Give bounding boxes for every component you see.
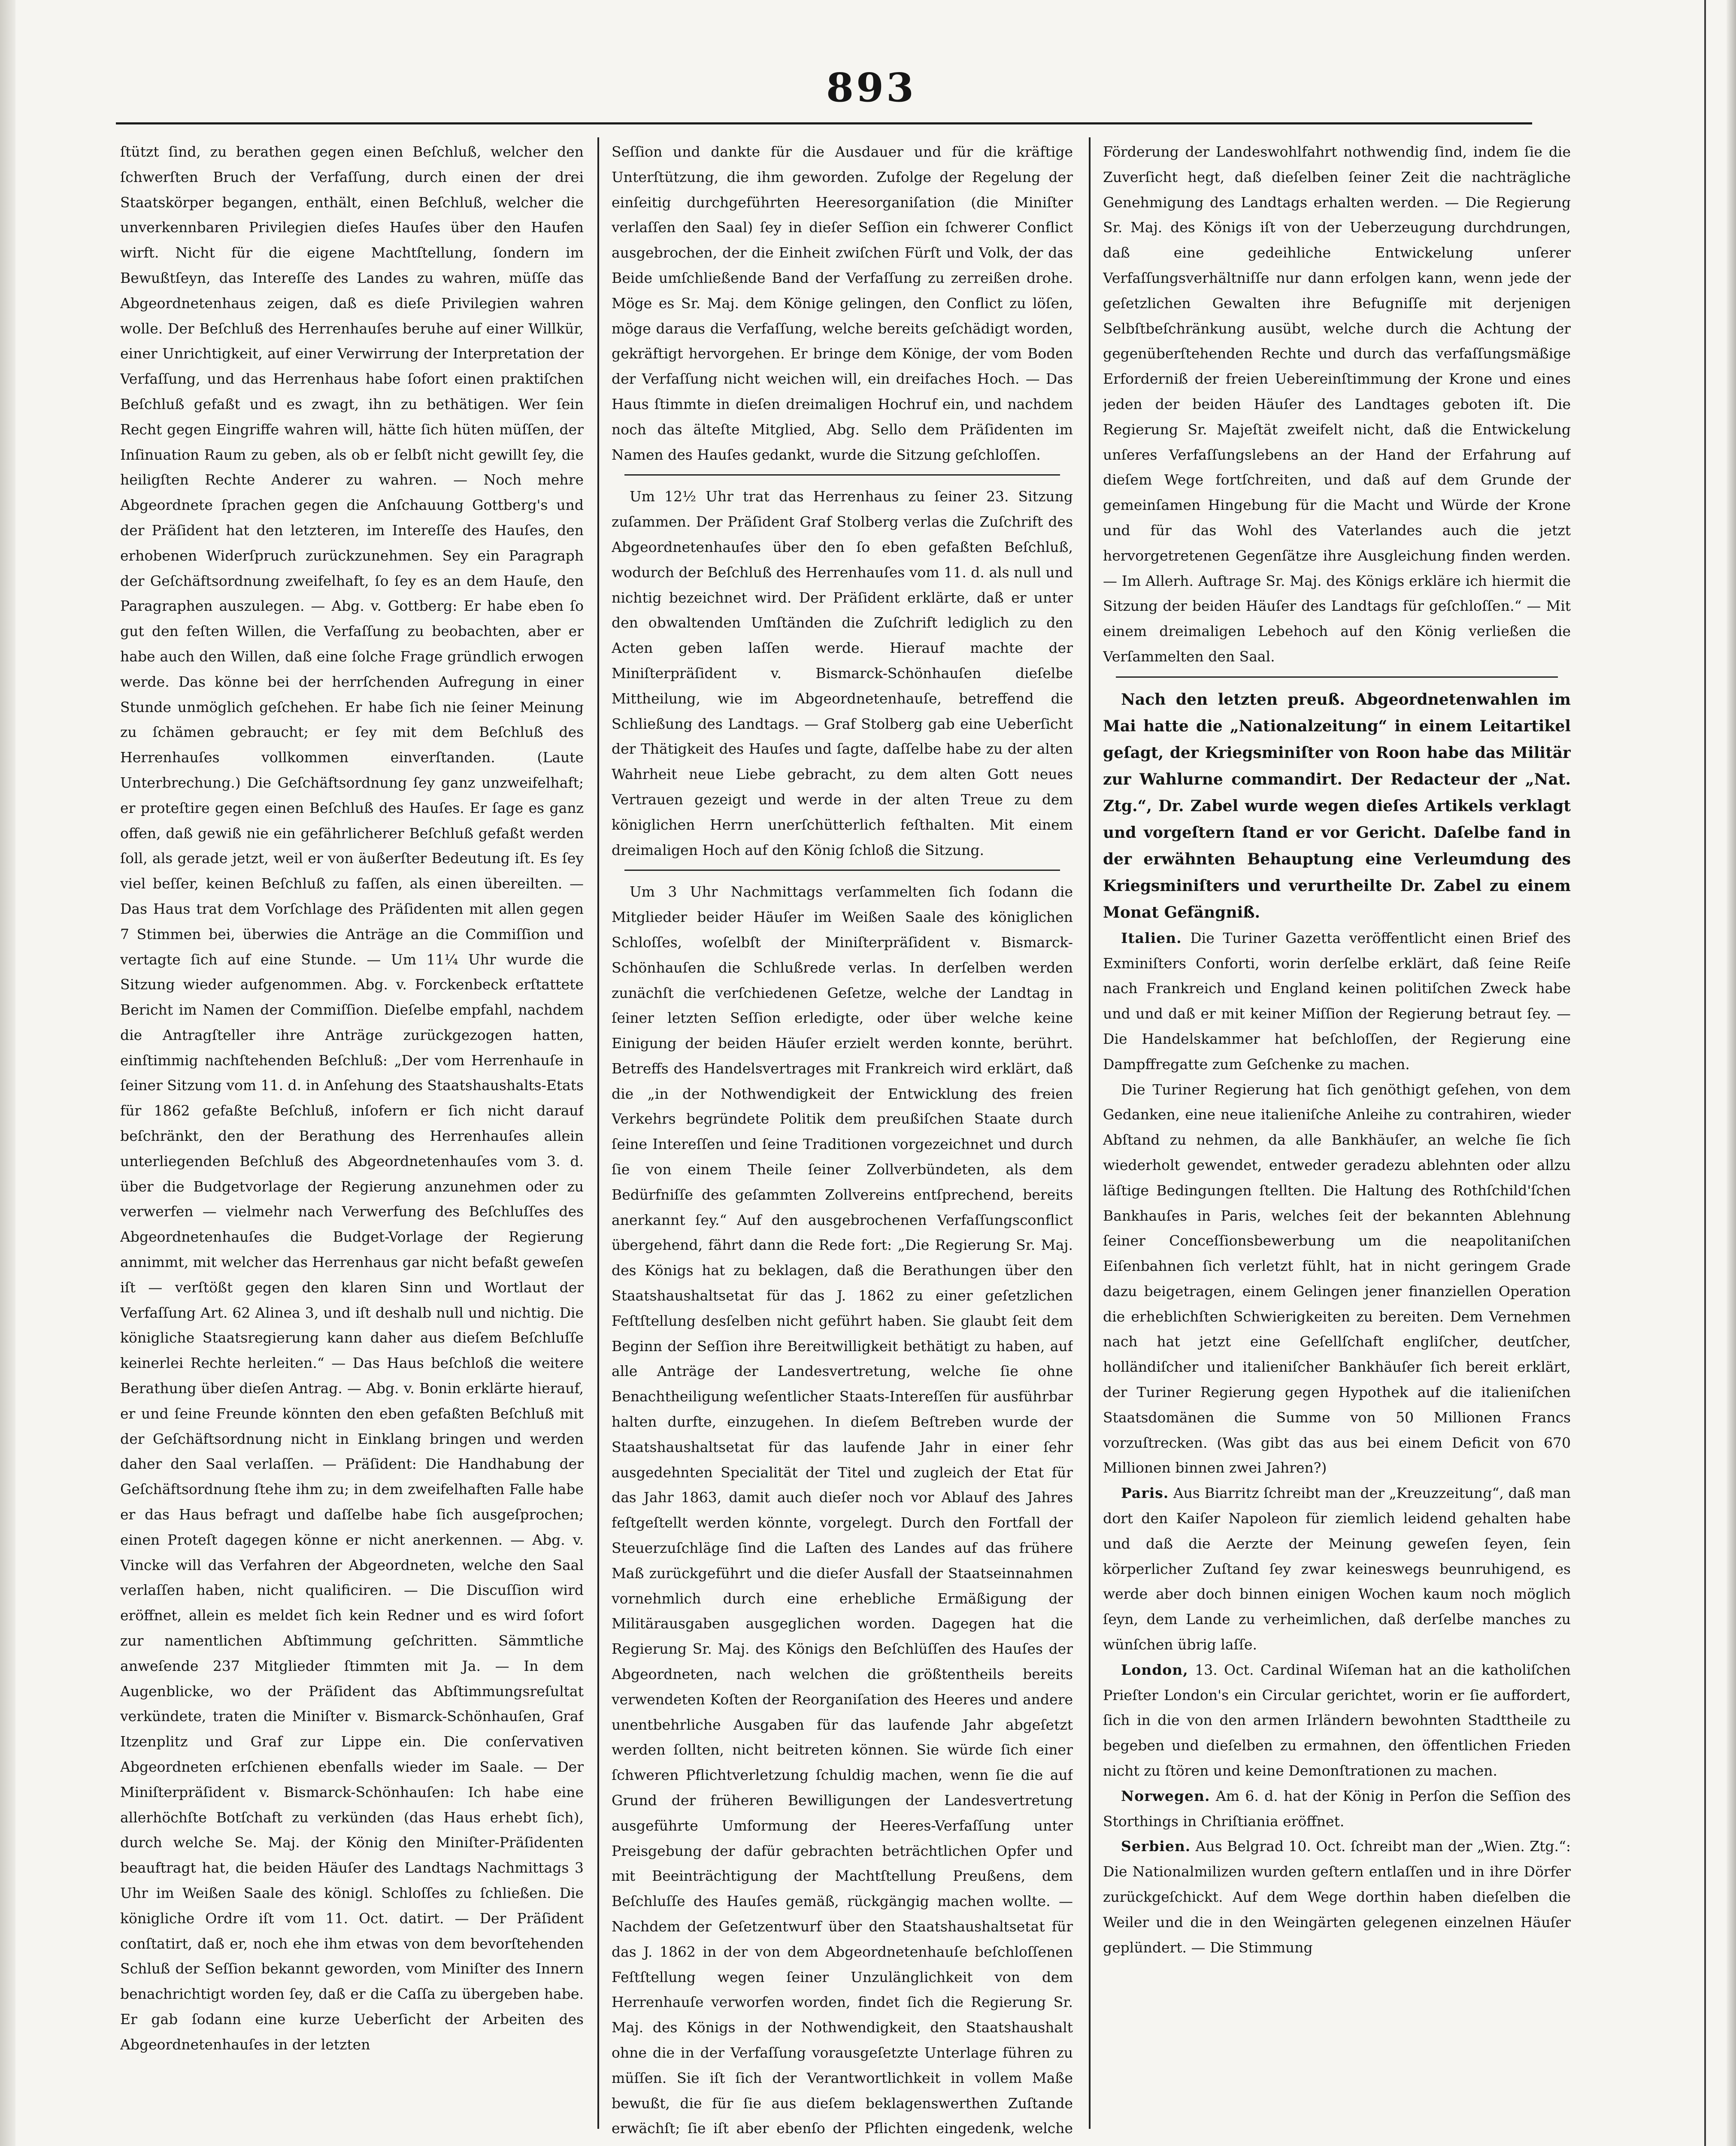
col3-paragraph-2: Nach den letzten preuß. Abgeordnetenwahlen im Mai hatte die „Nationalzeitung“ in einem Leitartikel geſagt, der Kriegsminiſter von Roon habe das Militär zur Wahlurne commandirt. Der Redacteur der „Nat. Ztg.“, Dr. Zabel wurde wegen dieſes Artikels verklagt und vorgeſtern ſtand er vor Gericht. Daſelbe fand in der erwähnten Behauptung eine Verleumdung des Kriegsminiſters und verurtheilte Dr. Zabel zu einem Monat Gefängniß.: [1103, 690, 1571, 921]
column-3: [1103, 139, 1571, 2146]
col3-paragraph-4: Die Turiner Regierung hat ſich genöthigt geſehen, von dem Gedanken, eine neue italieniſche Anleihe zu contrahiren, wieder Abſtand zu nehmen, da alle Bankhäuſer, an welche ſie ſich wiederholt gewendet, entweder geradezu ablehnten oder allzu läſtige Bedingungen ſtellten. Die Haltung des Rothſchild'ſchen Bankhauſes in Paris, welches ſeit der bekannten Ablehnung ſeiner Conceſſionsbewerbung um die neapolitaniſchen Eiſenbahnen ſich verletzt fühlt, hat in nicht geringem Grade dazu beigetragen, einem Gelingen jener finanziellen Operation die erheblichſten Schwierigkeiten zu bereiten. Dem Vernehmen nach hat jetzt eine Geſellſchaft engliſcher, deutſcher, holländiſcher und italieniſcher Bankhäuſer ſich bereit erklärt, der Turiner Regierung gegen Hypothek auf die italieniſchen Staatsdomänen die Summe von 50 Millionen Francs vorzuſtrecken. (Was gibt das aus bei einem Deficit von 670 Millionen binnen zwei Jahren?): [1103, 1081, 1571, 1476]
header-rule: [116, 122, 1532, 124]
place-heading: Italien.: [1121, 929, 1182, 946]
place-heading: Norwegen.: [1121, 1787, 1210, 1804]
column-rule-2: [1089, 137, 1091, 2129]
section-rule: [624, 474, 1060, 476]
page-edge-shadow: [1727, 0, 1736, 2146]
place-heading: Serbien.: [1121, 1838, 1191, 1855]
col3-paragraph-8: Aus Belgrad 10. Oct. ſchreibt man der „Wien. Ztg.“: Die Nationalmilizen wurden geſtern entlaſſen und in ihre Dörfer zurückgeſchickt. Auf dem Wege dorthin haben dieſelben die Weiler und die in den Weingärten gelegenen einzelnen Häuſer geplündert. — Die Stimmung: [1103, 1838, 1571, 1956]
section-rule: [1116, 676, 1558, 678]
page-number: 893: [826, 64, 917, 111]
col3-paragraph-7: Am 6. d. hat der König in Perſon die Seſſion des Storthings in Chriſtiania eröffnet.: [1103, 1787, 1571, 1830]
section-rule: [624, 870, 1060, 871]
column-1: [120, 139, 584, 2146]
column-rule-1: [597, 137, 599, 2129]
col3-paragraph-3: Die Turiner Gazetta veröffentlicht einen Brief des Exminiſters Conforti, worin derſelbe erklärt, daß ſeine Reiſe nach Frankreich und England keinen politiſchen Zweck habe und und daß er mit keiner Miſſion der Regierung betraut ſey. — Die Handelskammer hat beſchloſſen, der Regierung eine Dampffregatte zum Geſchenke zu machen.: [1103, 929, 1571, 1073]
binding-gutter: [0, 0, 15, 2146]
place-heading: London,: [1121, 1661, 1188, 1678]
col2-paragraph-3: Um 3 Uhr Nachmittags verſammelten ſich ſodann die Mitglieder beider Häuſer im Weißen Saale des königlichen Schloſſes, woſelbſt der Miniſterpräſident v. Bismarck-Schönhauſen die Schlußrede verlas. In derſelben werden zunächſt die verſchiedenen Geſetze, welche der Landtag in ſeiner letzten Seſſion erledigte, oder über welche keine Einigung der beiden Häuſer erzielt werden konnte, berührt. Betreffs des Handelsvertrages mit Frankreich wird erklärt, daß die „in der Nothwendigkeit der Entwicklung des freien Verkehrs begründete Politik dem preußiſchen Staate durch ſeine Intereſſen und ſeine Traditionen vorgezeichnet und durch ſie von einem Theile ſeiner Zollverbündeten, als dem Bedürfniſſe des geſammten Zollvereins entſprechend, bereits anerkannt ſey.“ Auf den ausgebrochenen Verfaſſungsconflict übergehend, fährt dann die Rede fort: „Die Regierung Sr. Maj. des Königs hat zu beklagen, daß die Berathungen über den Staatshaushaltsetat für das J. 1862 zu einer geſetzlichen Feſtſtellung desſelben nicht geführt haben. Sie glaubt ſeit dem Beginn der Seſſion ihre Bereitwilligkeit bethätigt zu haben, auf alle Anträge der Landesvertretung, welche ſie ohne Benachtheiligung weſentlicher Staats-Intereſſen für ausführbar halten durfte, einzugehen. In dieſem Beſtreben wurde der Staatshaushaltsetat für das laufende Jahr in einer ſehr ausgedehnten Specialität der Titel und zugleich der Etat für das Jahr 1863, damit auch dieſer noch vor Ablauf des Jahres feſtgeſtellt werden könnte, vorgelegt. Durch den Fortfall der Steuerzuſchläge ſind die Laſten des Landes auf das frühere Maß zurückgeführt und die dieſer Ausfall der Staatseinnahmen vornehmlich durch eine erhebliche Ermäßigung der Militärausgaben ausgeglichen worden. Dagegen hat die Regierung Sr. Maj. des Königs den Beſchlüſſen des Hauſes der Abgeordneten, nach welchen die größtentheils bereits verwendeten Koſten der Reorganiſation des Heeres und andere unentbehrliche Ausgaben für das laufende Jahr abgeſetzt werden ſollten, nicht beitreten können. Sie würde ſich einer ſchweren Pflichtverletzung ſchuldig machen, wenn ſie die auf Grund der früheren Bewilligungen der Landesvertretung ausgeführte Umformung der Heeres-Verfaſſung unter Preisgebung der dafür gebrachten beträchtlichen Opfer und mit Beeinträchtigung der Machtſtellung Preußens, dem Beſchluſſe des Hauſes gemäß, rückgängig machen wollte. — Nachdem der Geſetzentwurf über den Staatshaushaltsetat für das J. 1862 in der von dem Abgeordnetenhauſe beſchloſſenen Feſtſtellung wegen ſeiner Unzulänglichkeit von dem Herrenhauſe verworfen worden, findet ſich die Regierung Sr. Maj. des Königs in der Nothwendigkeit, den Staatshaushalt ohne die in der Verfaſſung vorausgeſetzte Unterlage führen zu müſſen. Sie iſt ſich der Verantwortlichkeit in vollem Maße bewußt, die für ſie aus dieſem beklagenswerthen Zuſtande erwächſt; ſie iſt aber ebenſo der Pflichten eingedenk, welche: [612, 883, 1073, 2137]
col2-paragraph-2: Um 12½ Uhr trat das Herrenhaus zu ſeiner 23. Sitzung zuſammen. Der Präſident Graf Stolberg verlas die Zuſchrift des Abgeordnetenhauſes über den ſo eben gefaßten Beſchluß, wodurch der Beſchluß des Herrenhauſes vom 11. d. als null und nichtig bezeichnet wird. Der Präſident erklärte, daß er unter den obwaltenden Umſtänden die Zuſchrift lediglich zu den Acten geben laſſen werde. Hierauf machte der Miniſterpräſident v. Bismarck-Schönhauſen dieſelbe Mittheilung, wie im Abgeordnetenhauſe, betreffend die Schließung des Landtags. — Graf Stolberg gab eine Ueberſicht der Thätigkeit des Hauſes und ſagte, daſſelbe habe zu der alten Wahrheit neue Liebe gebracht, zu dem alten Gott neues Vertrauen gezeigt und werde in der alten Treue zu dem königlichen Herrn unerſchütterlich feſthalten. Mit einem dreimaligen Hoch auf den König ſchloß die Sitzung.: [612, 488, 1073, 858]
col3-paragraph-6: 13. Oct. Cardinal Wiſeman hat an die katholiſchen Prieſter London's ein Circular gerichtet, worin er ſie auffordert, ſich in die von den armen Irländern bewohnten Stadttheile zu begeben und dieſelben zu ermahnen, den öffentlichen Frieden nicht zu ſtören und keine Demonſtrationen zu machen.: [1103, 1661, 1571, 1779]
col3-paragraph-5: Aus Biarritz ſchreibt man der „Kreuzzeitung“, daß man dort den Kaiſer Napoleon für ziemlich leidend gehalten habe und daß die Aerzte der Meinung geweſen ſeyen, ſein körperlicher Zuſtand ſey zwar keineswegs beunruhigend, es werde aber doch binnen einigen Wochen kaum noch möglich ſeyn, dem Lande zu verheimlichen, daß derſelbe manches zu wünſchen übrig laſſe.: [1103, 1485, 1571, 1653]
page-edge-line: [1704, 0, 1706, 2146]
col3-paragraph-1: Förderung der Landeswohlfahrt nothwendig ſind, indem ſie die Zuverſicht hegt, daß dieſelben ſeiner Zeit die nachträgliche Genehmigung des Landtags erhalten werden. — Die Regierung Sr. Maj. des Königs iſt von der Ueberzeugung durchdrungen, daß eine gedeihliche Entwickelung unſerer Verfaſſungsverhältniſſe nur dann erfolgen kann, wenn jede der geſetzlichen Gewalten ihre Befugniſſe mit derjenigen Selbſtbeſchränkung ausübt, welche durch die Achtung der gegenüberſtehenden Rechte und durch das verfaſſungsmäßige Erforderniß der freien Uebereinſtimmung der Krone und eines jeden der beiden Häuſer des Landtages geboten iſt. Die Regierung Sr. Majeſtät zweifelt nicht, daß die Entwickelung unſeres Verfaſſungslebens an der Hand der Erfahrung auf dieſem Wege fortſchreiten, und daß auf dem Grunde der gemeinſamen Hingebung für die Macht und Würde der Krone und für das Wohl des Vaterlandes auch die jetzt hervorgetretenen Gegenſätze ihre Ausgleichung finden werden. — Im Allerh. Auftrage Sr. Maj. des Königs erkläre ich hiermit die Sitzung der beiden Häuſer des Landtags für geſchloſſen.“ — Mit einem dreimaligen Lebehoch auf den König verließen die Verſammelten den Saal.: [1103, 143, 1571, 665]
col2-paragraph-1: Seſſion und dankte für die Ausdauer und für die kräftige Unterſtützung, die ihm geworden. Zufolge der Regelung der einſeitig durchgeführten Heeresorganiſation (die Miniſter verlaſſen den Saal) ſey in dieſer Seſſion ein ſchwerer Conflict ausgebrochen, der die Einheit zwiſchen Fürſt und Volk, der das Beide umſchließende Band der Verfaſſung zu zerreißen drohe. Möge es Sr. Maj. dem Könige gelingen, den Conflict zu löſen, möge daraus die Verfaſſung, welche bereits geſchädigt worden, gekräftigt hervorgehen. Er bringe dem Könige, der vom Boden der Verfaſſung nicht weichen will, ein dreifaches Hoch. — Das Haus ſtimmte in dieſen dreimaligen Hochruf ein, und nachdem noch das älteſte Mitglied, Abg. Sello dem Präſidenten im Namen des Hauſes gedankt, wurde die Sitzung geſchloſſen.: [612, 143, 1073, 463]
column-2: [612, 139, 1073, 2146]
col1-paragraph: ſtützt ſind, zu berathen gegen einen Beſchluß, welcher den ſchwerſten Bruch der Verfaſſung, durch einen der drei Staatskörper begangen, enthält, einen Beſchluß, welcher die unverkennbaren Privilegien dieſes Hauſes über den Haufen wirft. Nicht für die eigene Machtſtellung, ſondern im Bewußtſeyn, das Intereſſe des Landes zu wahren, müſſe das Abgeordnetenhaus zeigen, daß es dieſe Privilegien wahren wolle. Der Beſchluß des Herrenhauſes beruhe auf einer Willkür, einer Unrichtigkeit, auf einer Verwirrung der Interpretation der Verfaſſung, und das Herrenhaus habe ſofort einen praktiſchen Beſchluß gefaßt und es zwagt, ihn zu bethätigen. Wer ſein Recht gegen Eingriffe wahren will, hätte ſich hüten müſſen, der Inſinuation Raum zu geben, als ob er ſelbſt nicht gewillt ſey, die heiligſten Rechte Anderer zu wahren. — Noch mehre Abgeordnete ſprachen gegen die Anſchauung Gottberg's und der Präſident hat den letzteren, im Intereſſe des Hauſes, den erhobenen Widerſpruch zurückzunehmen. Sey ein Paragraph der Geſchäftsordnung zweifelhaft, ſo ſey es an dem Hauſe, den Paragraphen auszulegen. — Abg. v. Gottberg: Er habe eben ſo gut den feſten Willen, die Verfaſſung zu beobachten, aber er habe auch den Willen, daß eine ſolche Frage gründlich erwogen werde. Das könne bei der herrſchenden Aufregung in einer Stunde unmöglich geſchehen. Er habe ſich nie ſeiner Meinung zu ſchämen gebraucht; er ſey mit dem Beſchluß des Herrenhauſes vollkommen einverſtanden. (Laute Unterbrechung.) Die Geſchäftsordnung ſey ganz unzweifelhaft; er proteſtire gegen einen Beſchluß des Hauſes. Er ſage es ganz offen, daß gewiß nie ein gefährlicherer Beſchluß gefaßt werden ſoll, als gerade jetzt, weil er von äußerſter Bedeutung iſt. Es ſey viel beſſer, keinen Beſchluß zu faſſen, als einen übereilten. — Das Haus trat dem Vorſchlage des Präſidenten mit allen gegen 7 Stimmen bei, überwies die Anträge an die Commiſſion und vertagte ſich auf eine Stunde. — Um 11¼ Uhr wurde die Sitzung wieder aufgenommen. Abg. v. Forckenbeck erſtattete Bericht im Namen der Commiſſion. Dieſelbe empfahl, nachdem die Antragſteller ihre Anträge zurückgezogen hatten, einſtimmig nachſtehenden Beſchluß: „Der vom Herrenhauſe in ſeiner Sitzung vom 11. d. in Anſehung des Staatshaushalts-Etats für 1862 gefaßte Beſchluß, inſofern er ſich nicht darauf beſchränkt, den der Berathung des Herrenhauſes allein unterliegenden Beſchluß des Abgeordnetenhauſes vom 3. d. über die Budgetvorlage der Regierung anzunehmen oder zu verwerfen — vielmehr nach Verwerfung des Beſchluſſes des Abgeordnetenhauſes die Budget-Vorlage der Regierung annimmt, mit welcher das Herrenhaus gar nicht befaßt geweſen iſt — verſtößt gegen den klaren Sinn und Wortlaut der Verfaſſung Art. 62 Alinea 3, und iſt deshalb null und nichtig. Die königliche Staatsregierung kann daher aus dieſem Beſchluſſe keinerlei Rechte herleiten.“ — Das Haus beſchloß die weitere Berathung über dieſen Antrag. — Abg. v. Bonin erklärte hierauf, er und ſeine Freunde könnten den eben gefaßten Beſchluß mit der Geſchäftsordnung nicht in Einklang bringen und werden daher den Saal verlaſſen. — Präſident: Die Handhabung der Geſchäftsordnung ſtehe ihm zu; in dem zweifelhaften Falle habe er das Haus befragt und daſſelbe habe ſich ausgeſprochen; einen Proteſt dagegen könne er nicht anerkennen. — Abg. v. Vincke will das Verfahren der Abgeordneten, welche den Saal verlaſſen haben, nicht qualificiren. — Die Discuſſion wird eröffnet, allein es meldet ſich kein Redner und es wird ſofort zur namentlichen Abſtimmung geſchritten. Sämmtliche anweſende 237 Mitglieder ſtimmten mit Ja. — In dem Augenblicke, wo der Präſident das Abſtimmungsreſultat verkündete, traten die Miniſter v. Bismarck-Schönhauſen, Graf Itzenplitz und Graf zur Lippe ein. Die conſervativen Abgeordneten erſchienen ebenfalls wieder im Saale. — Der Miniſterpräſident v. Bismarck-Schönhauſen: Ich habe eine allerhöchſte Botſchaft zu verkünden (das Haus erhebt ſich), durch welche Se. Maj. der König den Miniſter-Präſidenten beauftragt hat, die beiden Häuſer des Landtags Nachmittags 3 Uhr im Weißen Saale des königl. Schloſſes zu ſchließen. Die königliche Ordre iſt vom 11. Oct. datirt. — Der Präſident conſtatirt, daß er, noch ehe ihm etwas von dem bevorſtehenden Schluß der Seſſion bekannt geworden, vom Miniſter des Innern benachrichtigt worden ſey, daß er die Caſſa zu übergeben habe. Er gab ſodann eine kurze Ueberſicht der Arbeiten des Abgeordnetenhauſes in der letzten: [120, 143, 584, 2053]
place-heading: Paris.: [1121, 1485, 1169, 1502]
